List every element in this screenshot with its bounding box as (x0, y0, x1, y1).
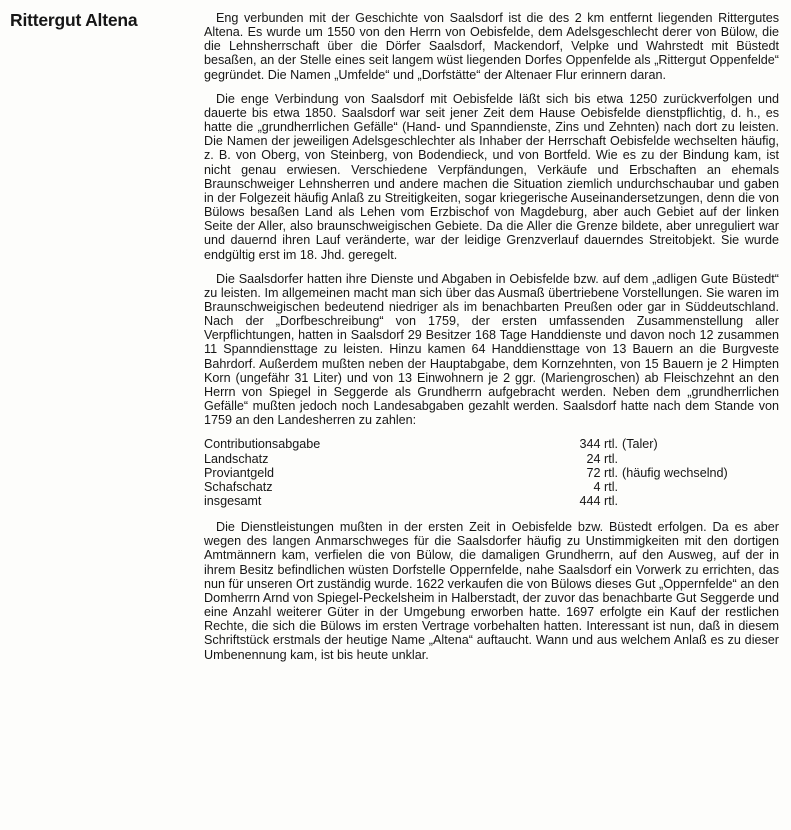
tax-note (618, 480, 728, 494)
tax-label: Landschatz (204, 451, 269, 466)
table-row (204, 452, 728, 466)
table-row (204, 437, 728, 451)
tax-amount: 72 rtl. (586, 465, 618, 480)
tax-note (618, 452, 728, 466)
tax-label: Proviantgeld (204, 465, 275, 480)
tax-note: (häufig wechselnd) (622, 465, 728, 480)
tax-amount: 344 rtl. (579, 437, 618, 452)
tax-note: (Taler) (622, 437, 658, 452)
tax-table (204, 437, 728, 508)
paragraph-1: Eng verbunden mit der Geschichte von Saalsdorf ist die des 2 km entfernt liegenden Rittergutes Altena. Es wurde um 1550 von den Herrn von Oebisfelde, dem Adelsgeschlecht derer von Bülow, die die Lehnsherrschaft über die Dörfer Saalsdorf, Mackendorf, Velpke und Wahrstedt mit Büstedt besaßen, an der Stelle eines seit langem wüst liegenden Dorfes Oppenfelde als „Rittergut Oppenfelde“ gegründet. Die Namen „Umfelde“ und „Dorfstätte“ der Altenaer Flur erinnern daran. (204, 11, 779, 82)
tax-amount: 24 rtl. (586, 451, 618, 466)
tax-amount: 444 rtl. (579, 494, 618, 508)
paragraph-3: Die Saalsdorfer hatten ihre Dienste und Abgaben in Oebisfelde bzw. auf dem „adligen Gute Büstedt“ zu leisten. Im allgemeinen macht man sich über das Ausmaß übertriebene Vorstellungen. Sie waren im Braunschweigischen bedeutend niedriger als im benachbarten Preußen oder gar in Süddeutschland. Nach der „Dorfbeschreibung“ von 1759, der ersten umfassenden Zusammenstellung aller Verpflichtungen, hatten in Saalsdorf 29 Besitzer 168 Tage Handdienste und davon noch 12 zusammen 11 Spanndiensttage zu leisten. Hinzu kamen 64 Handdiensttage von 13 Bauern an die Burgveste Bahrdorf. Außerdem mußten neben der Hauptabgabe, dem Kornzehnten, von 15 Bauern je 2 Himpten Korn (ungefähr 31 Liter) und von 13 Einwohnern je 2 ggr. (Mariengroschen) ab Fleischzehnt an den Herrn von Spiegel in Seggerde als Grundherrn aufgebracht werden. Neben dem „grundherrlichen Gefälle“ mußten jedoch noch Landesabgaben gezahlt werden. Saalsdorf hatte nach dem Stande von 1759 an den Landesherren zu zahlen: (204, 271, 779, 428)
section-title: Rittergut Altena (10, 10, 138, 30)
tax-label: Schafschatz (204, 479, 273, 494)
table-row-total (204, 494, 728, 508)
paragraph-4: Die Dienstleistungen mußten in der ersten Zeit in Oebisfelde bzw. Büstedt erfolgen. Da es aber wegen des langen Anmarschweges für die Saalsdorfer häufig zu Unstimmigkeiten mit den dortigen Amtmännern kam, verfielen die von Bülow, die damaligen Grundherrn, auf den Ausweg, auf der in ihrem Besitz befindlichen wüsten Dorfstelle Oppernfelde, nahe Saalsdorf ein Vorwerk zu errichten, das nun für unseren Ort zuständig wurde. 1622 verkaufen die von Bülows dieses Gut „Oppernfelde“ an den Domherrn Arnd von Spiegel-Peckelsheim in Halberstadt, der zuvor das benachbarte Gut Seggerde und eine Anzahl weiterer Güter in der Umgebung erworben hatte. 1697 erfolgte ein Kauf der restlichen Rechte, die sich die Bülows im ersten Vertrage vorbehalten hatten. Interessant ist nun, daß in diesem Schriftstück erstmals der heutige Name „Altena“ auftaucht. Wann und aus welchem Anlaß es zu dieser Umbenennung kam, ist bis heute unklar. (204, 520, 779, 662)
body-text (204, 11, 779, 672)
tax-label: insgesamt (204, 494, 262, 508)
tax-amount: 4 rtl. (593, 479, 618, 494)
paragraph-2: Die enge Verbindung von Saalsdorf mit Oebisfelde läßt sich bis etwa 1250 zurückverfolgen und dauerte bis etwa 1850. Saalsdorf war seit jener Zeit dem Hause Oebisfelde dienstpflichtig, d. h., es hatte die „grundherrlichen Gefälle“ (Hand- und Spanndienste, Zins und Zehnten) nach dort zu leisten. Die Namen der jeweiligen Adelsgeschlechter als Inhaber der Herrschaft Oebisfelde wechselten häufig, z. B. von Oberg, von Steinberg, von Bodendieck, und von Bortfeld. Wie es zu der Bindung kam, ist nicht genau erwiesen. Verschiedene Verpfändungen, Verkäufe und Erbschaften an ehemals Braunschweiger Lehnsherren und andere machen die Situation ziemlich undurchschaubar und gaben in der Folgezeit häufig Anlaß zu Streitigkeiten, sogar kriegerische Auseinandersetzungen, denn die von Bülows besaßen Land als Lehen vom Erzbischof von Magdeburg, aber auch Gebiet auf der linken Seite der Aller, also braunschweigischen Gebiete. Da die Aller die Grenze bildete, aber unreguliert war und dauernd ihren Lauf veränderte, war der leidige Grenzverlauf dauerndes Streitobjekt. Sie wurde endgültig erst im 18. Jhd. geregelt. (204, 91, 779, 262)
tax-label: Contributionsabgabe (204, 437, 321, 452)
table-row (204, 480, 728, 494)
tax-note (618, 494, 728, 508)
table-row (204, 466, 728, 480)
